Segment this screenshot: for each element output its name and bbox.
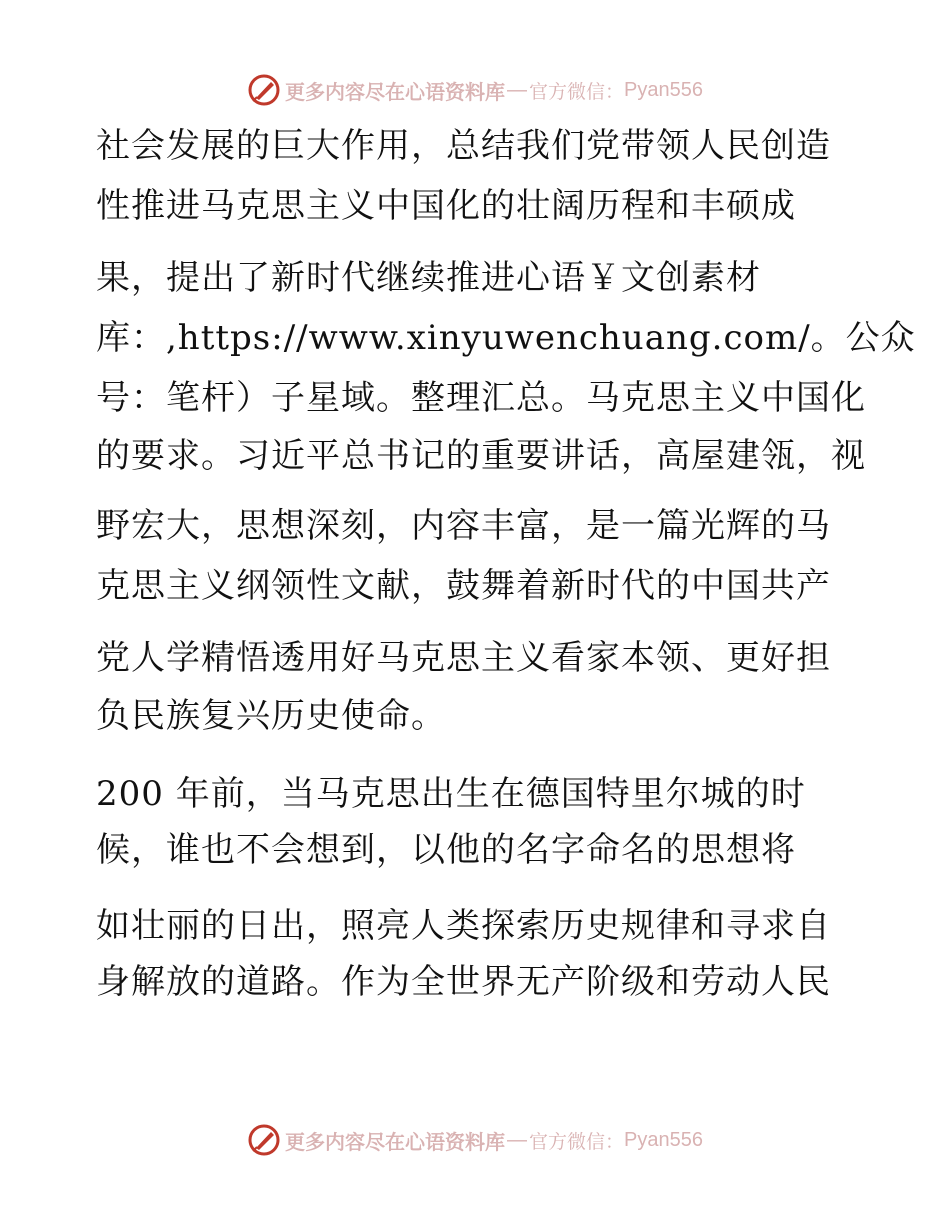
body-line: 号：笔杆）子星域。整理汇总。马克思主义中国化	[96, 378, 866, 418]
banner-library-text: 更多内容尽在心语资料库	[285, 1129, 505, 1154]
banner-wechat-label: 官方微信：	[529, 80, 625, 103]
body-line: 党人学精悟透用好马克思主义看家本领、更好担	[96, 638, 831, 678]
body-line: 性推进马克思主义中国化的壮阔历程和丰硕成	[96, 186, 796, 226]
body-line: 野宏大，思想深刻，内容丰富，是一篇光辉的马	[96, 506, 831, 546]
feather-pen-logo-icon	[247, 1123, 281, 1157]
banner-dash: —	[507, 78, 527, 101]
banner-dash: —	[507, 1128, 527, 1151]
body-line: 库：,https://www.xinyuwenchuang.com/。公众	[96, 318, 916, 358]
banner-wechat-id: Pyan556	[624, 1128, 703, 1151]
banner-wechat-id: Pyan556	[624, 78, 703, 101]
body-line: 候，谁也不会想到，以他的名字命名的思想将	[96, 830, 796, 870]
body-line: 200 年前，当马克思出生在德国特里尔城的时	[96, 774, 806, 814]
body-line: 果，提出了新时代继续推进心语￥文创素材	[96, 258, 761, 298]
body-line: 社会发展的巨大作用，总结我们党带领人民创造	[96, 126, 831, 166]
banner-library-text: 更多内容尽在心语资料库	[285, 79, 505, 104]
body-line: 如壮丽的日出，照亮人类探索历史规律和寻求自	[96, 906, 831, 946]
banner-wechat-label: 官方微信：	[529, 1130, 625, 1153]
header-banner	[0, 70, 950, 110]
footer-banner	[0, 1120, 950, 1160]
body-line: 克思主义纲领性文献，鼓舞着新时代的中国共产	[96, 566, 831, 606]
body-line: 身解放的道路。作为全世界无产阶级和劳动人民	[96, 962, 831, 1002]
feather-pen-logo-icon	[247, 73, 281, 107]
body-line: 的要求。习近平总书记的重要讲话，高屋建瓴，视	[96, 436, 866, 476]
body-line: 负民族复兴历史使命。	[96, 696, 446, 736]
